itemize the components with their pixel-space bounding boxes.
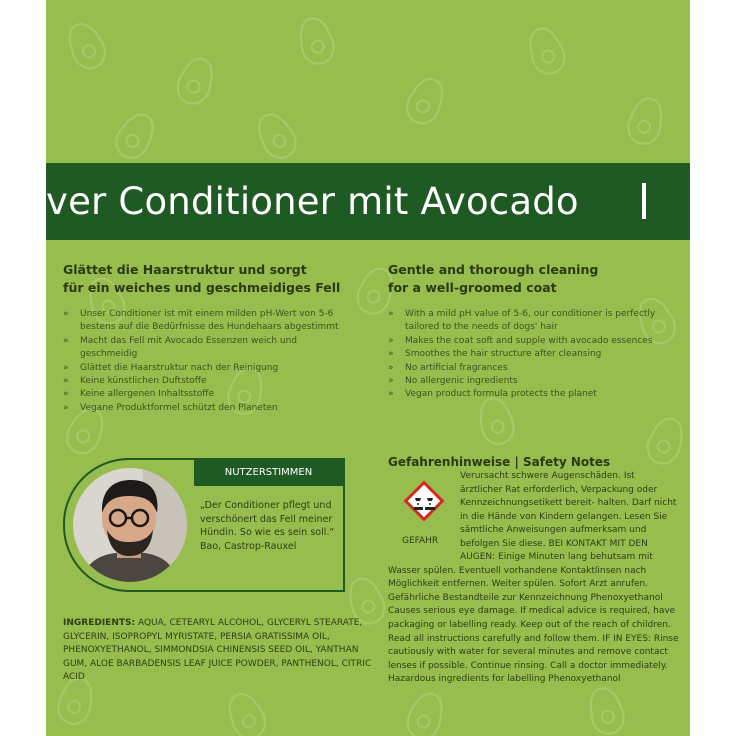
german-feature-list xyxy=(63,308,373,415)
safety-title: Gefahrenhinweise | Safety Notes xyxy=(388,455,611,469)
list-item: » No allergenic ingredients xyxy=(388,375,688,388)
list-item: » Macht das Fell mit Avocado Essenzen weich und geschmeidig xyxy=(63,335,373,362)
heading-line: Gentle and thorough cleaning xyxy=(388,262,599,277)
german-heading xyxy=(63,261,340,297)
list-item: » Makes the coat soft and supple with avocado essences xyxy=(388,335,688,348)
list-item: » Smoothes the hair structure after cleansing xyxy=(388,348,688,361)
english-feature-list xyxy=(388,308,688,402)
list-item: » Keine allergenen Inhaltsstoffe xyxy=(63,388,373,401)
heading-line: für ein weiches und geschmeidiges Fell xyxy=(63,280,341,295)
list-item: » Glättet die Haarstruktur nach der Reinigung xyxy=(63,362,373,375)
english-heading xyxy=(388,261,598,297)
heading-line: Glättet die Haarstruktur und sorgt xyxy=(63,262,307,277)
product-label xyxy=(46,0,690,736)
list-item: » With a mild pH value of 5-6, our conditioner is perfectly tailored to the needs of dogs' hair xyxy=(388,308,688,335)
title-banner xyxy=(46,163,690,240)
heading-line: for a well-groomed coat xyxy=(388,280,557,295)
ingredients-list: INGREDIENTS: AQUA, CETEARYL ALCOHOL, GLYCERYL STEARATE, GLYCERIN, ISOPROPYL MYRISTATE, PERSIA GRATISSIMA OIL, PHENOXYETHANOL, SIMMONDSIA CHINENSIS SEED OIL, YANTHAN GUM, ALOE BARBADENSIS LEAF JUICE POWDER, PANTHENOL, CITRIC ACID xyxy=(63,618,372,682)
list-item: » Vegan product formula protects the planet xyxy=(388,388,688,401)
list-item: » Vegane Produktformel schützt den Planeten xyxy=(63,402,373,415)
avatar xyxy=(73,468,187,582)
safety-text: Verursacht schwere Augenschäden. Ist ärztlicher Rat erforderlich, Verpackung oder Kennzeichnungsetikett bereit- halten. Darf nicht in die Hände von Kindern gelangen. Lesen Sie sämtliche Anweisungen aufmerksam und befolgen Sie diese. BEI KONTAKT MIT DEN AUGEN: Einige Minuten lang behutsam mit Wasser spülen. Eventuell vorhandene Kontaktlinsen nach Möglichkeit entfernen. Weiter spülen. Sofort Arzt anrufen. Gefährliche Bestandteile zur Kennzeichnung Phenoxyethanol Causes serious eye damage. If medical advice is required, have packaging or labelling ready. Keep out of the reach of children. Read all instructions carefully and follow them. IF IN EYES: Rinse cautiously with water for several minutes and remove contact lenses if possible. Continue rinsing. Call a doctor immediately. Hazardous ingredients for labelling Phenoxyethanol xyxy=(388,471,679,685)
user-review-box xyxy=(63,458,343,590)
banner-title: ver Conditioner mit Avocado xyxy=(46,180,579,223)
banner-divider xyxy=(642,183,646,219)
hazard-label: GEFAHR xyxy=(402,536,439,546)
list-item: » No artificial fragrances xyxy=(388,362,688,375)
ingredients-label: INGREDIENTS: xyxy=(63,618,136,628)
list-item: » Unser Conditioner ist mit einem milden pH-Wert von 5-6 bestens auf die Bedürfnisse des Hundehaars abgestimmt xyxy=(63,308,373,335)
list-item: » Keine künstlichen Duftstoffe xyxy=(63,375,373,388)
review-header: NUTZERSTIMMEN xyxy=(194,460,343,486)
reviewer-photo xyxy=(73,468,187,582)
review-quote: „Der Conditioner pflegt und verschönert das Fell meiner Hündin. So wie es sein soll.“ Bao, Castrop-Rauxel xyxy=(200,500,335,552)
